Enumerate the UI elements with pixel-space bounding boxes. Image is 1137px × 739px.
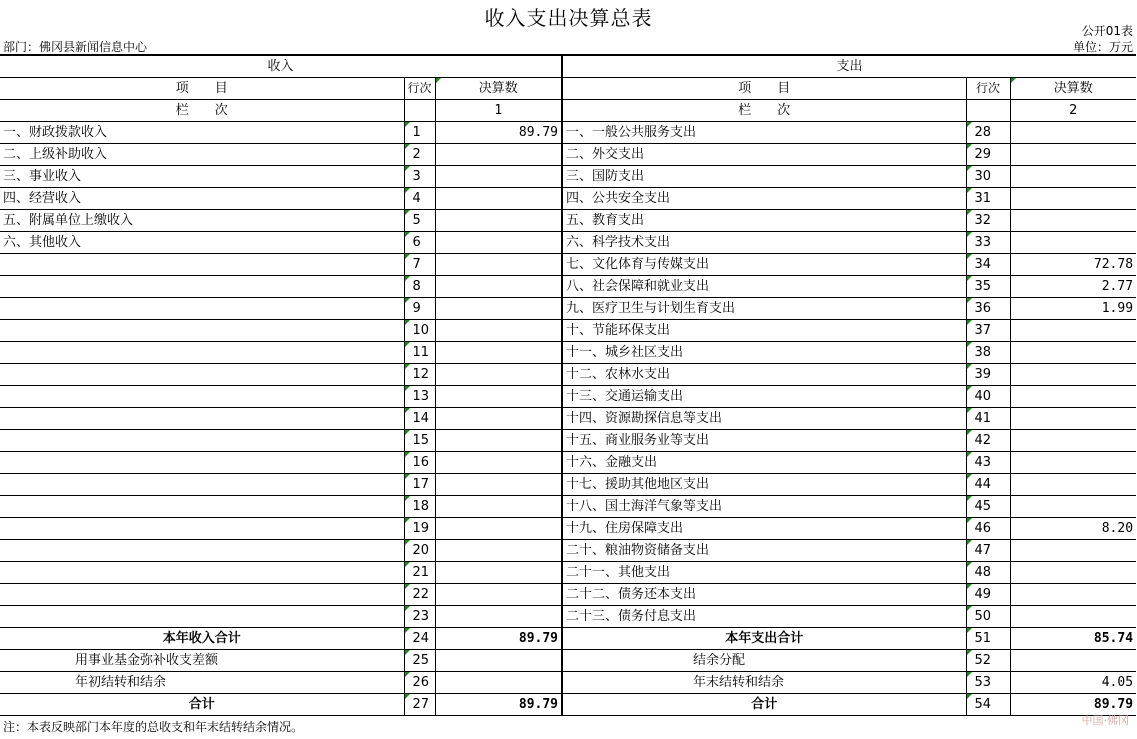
expense-item-label: 五、教育支出 (562, 210, 966, 232)
income-row-number: 22 (404, 584, 435, 606)
income-item-label (0, 518, 404, 540)
expense-amount (1010, 540, 1136, 562)
income-row-number: 2 (404, 144, 435, 166)
income-summary-label: 本年收入合计 (0, 628, 404, 650)
income-row-number: 7 (404, 254, 435, 276)
income-row-number: 4 (404, 188, 435, 210)
expense-item-label: 十二、农林水支出 (562, 364, 966, 386)
income-item-label (0, 342, 404, 364)
department-label: 部门：佛冈县新闻信息中心 (3, 40, 148, 54)
table-row (0, 584, 1136, 606)
table-row (0, 364, 1136, 386)
income-row-number: 6 (404, 232, 435, 254)
income-amount (435, 144, 562, 166)
income-amount (435, 496, 562, 518)
expense-item-label: 二十一、其他支出 (562, 562, 966, 584)
footnote: 注：本表反映部门本年度的总收支和年末结转结余情况。 (3, 720, 304, 734)
expense-amount (1010, 606, 1136, 628)
expense-column-blank (966, 100, 1010, 122)
expense-summary-amount (1010, 650, 1136, 672)
summary-row (0, 650, 1136, 672)
income-amount (435, 232, 562, 254)
income-item-label: 四、经营收入 (0, 188, 404, 210)
income-amount: 89.79 (435, 122, 562, 144)
column-index-row (0, 100, 1136, 122)
table-row (0, 166, 1136, 188)
income-summary-label: 用事业基金弥补收支差额 (0, 650, 404, 672)
income-amount (435, 298, 562, 320)
income-header: 收入 (0, 55, 562, 78)
expense-amount (1010, 122, 1136, 144)
expense-item-label: 十、节能环保支出 (562, 320, 966, 342)
expense-item-label: 一、一般公共服务支出 (562, 122, 966, 144)
income-item-label (0, 298, 404, 320)
table-row (0, 210, 1136, 232)
table-row (0, 342, 1136, 364)
income-amount (435, 342, 562, 364)
income-row-number: 9 (404, 298, 435, 320)
expense-row-number: 46 (966, 518, 1010, 540)
income-row-number: 20 (404, 540, 435, 562)
table-row (0, 430, 1136, 452)
expense-row-number: 50 (966, 606, 1010, 628)
expense-item-label: 十八、国土海洋气象等支出 (562, 496, 966, 518)
expense-item-label: 十一、城乡社区支出 (562, 342, 966, 364)
income-row-number: 18 (404, 496, 435, 518)
expense-item-header: 项 目 (562, 78, 966, 100)
income-amount (435, 452, 562, 474)
table-row (0, 452, 1136, 474)
income-summary-amount: 89.79 (435, 628, 562, 650)
income-amount (435, 364, 562, 386)
expense-item-label: 七、文化体育与传媒支出 (562, 254, 966, 276)
income-row-number: 26 (404, 672, 435, 694)
table-row (0, 518, 1136, 540)
income-summary-amount (435, 650, 562, 672)
table-code: 公开01表 (1081, 24, 1133, 38)
income-column-index: 1 (435, 100, 562, 122)
income-item-label (0, 430, 404, 452)
income-item-label: 五、附属单位上缴收入 (0, 210, 404, 232)
table-row (0, 386, 1136, 408)
income-row-number: 24 (404, 628, 435, 650)
income-row-number: 5 (404, 210, 435, 232)
expense-item-label: 十四、资源勘探信息等支出 (562, 408, 966, 430)
table-row (0, 122, 1136, 144)
expense-row-number: 36 (966, 298, 1010, 320)
income-summary-amount (435, 672, 562, 694)
expense-row-number: 35 (966, 276, 1010, 298)
expense-row-number: 30 (966, 166, 1010, 188)
income-amount (435, 320, 562, 342)
expense-summary-amount: 89.79 (1010, 694, 1136, 716)
table-row (0, 496, 1136, 518)
income-item-label (0, 562, 404, 584)
expense-amount: 1.99 (1010, 298, 1136, 320)
expense-item-label: 十九、住房保障支出 (562, 518, 966, 540)
income-item-label: 一、财政拨款收入 (0, 122, 404, 144)
expense-amount (1010, 584, 1136, 606)
expense-row-number: 49 (966, 584, 1010, 606)
income-row-number: 13 (404, 386, 435, 408)
income-amount (435, 474, 562, 496)
income-item-label (0, 540, 404, 562)
income-summary-label: 合计 (0, 694, 404, 716)
income-summary-amount: 89.79 (435, 694, 562, 716)
expense-row-number: 37 (966, 320, 1010, 342)
income-amount-header: 决算数 (435, 78, 562, 100)
income-row-number: 23 (404, 606, 435, 628)
expense-item-label: 十六、金融支出 (562, 452, 966, 474)
summary-row (0, 694, 1136, 716)
table-row (0, 298, 1136, 320)
expense-summary-label: 本年支出合计 (562, 628, 966, 650)
table-row (0, 540, 1136, 562)
expense-item-label: 四、公共安全支出 (562, 188, 966, 210)
expense-item-label: 二、外交支出 (562, 144, 966, 166)
expense-amount (1010, 562, 1136, 584)
income-item-label (0, 408, 404, 430)
income-item-label (0, 584, 404, 606)
page-title: 收入支出决算总表 (484, 6, 653, 30)
unit-label: 单位：万元 (1072, 40, 1133, 54)
section-header-row (0, 55, 1136, 78)
income-amount (435, 584, 562, 606)
expense-amount (1010, 496, 1136, 518)
expense-row-number: 43 (966, 452, 1010, 474)
income-amount (435, 430, 562, 452)
expense-item-label: 十五、商业服务业等支出 (562, 430, 966, 452)
expense-item-label: 六、科学技术支出 (562, 232, 966, 254)
expense-row-number: 52 (966, 650, 1010, 672)
expense-item-label: 三、国防支出 (562, 166, 966, 188)
expense-row-number: 33 (966, 232, 1010, 254)
expense-summary-label: 合计 (562, 694, 966, 716)
expense-row-number: 28 (966, 122, 1010, 144)
income-row-number: 10 (404, 320, 435, 342)
expense-item-label: 二十、粮油物资储备支出 (562, 540, 966, 562)
income-row-number: 14 (404, 408, 435, 430)
income-row-number: 27 (404, 694, 435, 716)
expense-row-number: 47 (966, 540, 1010, 562)
expense-column-label: 栏 次 (562, 100, 966, 122)
income-item-label (0, 276, 404, 298)
expense-amount: 2.77 (1010, 276, 1136, 298)
table-row (0, 562, 1136, 584)
expense-item-label: 八、社会保障和就业支出 (562, 276, 966, 298)
expense-amount-header: 决算数 (1010, 78, 1136, 100)
expense-row-number: 51 (966, 628, 1010, 650)
income-row-number: 16 (404, 452, 435, 474)
income-expense-table (0, 54, 1136, 716)
income-row-number: 25 (404, 650, 435, 672)
income-row-number: 8 (404, 276, 435, 298)
summary-row (0, 628, 1136, 650)
expense-amount (1010, 474, 1136, 496)
expense-row-number: 44 (966, 474, 1010, 496)
income-item-label (0, 452, 404, 474)
income-item-label (0, 320, 404, 342)
expense-item-label: 二十三、债务付息支出 (562, 606, 966, 628)
expense-header: 支出 (562, 55, 1136, 78)
expense-amount (1010, 210, 1136, 232)
income-amount (435, 518, 562, 540)
expense-summary-amount: 85.74 (1010, 628, 1136, 650)
expense-amount (1010, 320, 1136, 342)
table-row (0, 408, 1136, 430)
expense-row-number: 31 (966, 188, 1010, 210)
expense-row-number: 53 (966, 672, 1010, 694)
income-amount (435, 386, 562, 408)
income-row-number: 3 (404, 166, 435, 188)
expense-amount: 72.78 (1010, 254, 1136, 276)
expense-row-number: 32 (966, 210, 1010, 232)
expense-column-index: 2 (1010, 100, 1136, 122)
income-summary-label: 年初结转和结余 (0, 672, 404, 694)
expense-amount (1010, 188, 1136, 210)
table-row (0, 276, 1136, 298)
table-row (0, 144, 1136, 166)
expense-row-number: 41 (966, 408, 1010, 430)
expense-row-number: 38 (966, 342, 1010, 364)
expense-item-label: 十七、援助其他地区支出 (562, 474, 966, 496)
income-item-label (0, 474, 404, 496)
expense-summary-amount: 4.05 (1010, 672, 1136, 694)
income-item-label: 三、事业收入 (0, 166, 404, 188)
income-column-label: 栏 次 (0, 100, 404, 122)
income-item-label (0, 386, 404, 408)
expense-row-number: 45 (966, 496, 1010, 518)
income-row-number: 21 (404, 562, 435, 584)
expense-item-label: 九、医疗卫生与计划生育支出 (562, 298, 966, 320)
income-item-label (0, 364, 404, 386)
income-item-label (0, 606, 404, 628)
income-amount (435, 276, 562, 298)
expense-amount (1010, 232, 1136, 254)
expense-amount (1010, 342, 1136, 364)
income-item-label (0, 254, 404, 276)
income-amount (435, 188, 562, 210)
income-item-label: 二、上级补助收入 (0, 144, 404, 166)
income-amount (435, 210, 562, 232)
income-amount (435, 562, 562, 584)
expense-row-number: 42 (966, 430, 1010, 452)
expense-row-number: 54 (966, 694, 1010, 716)
expense-amount (1010, 144, 1136, 166)
income-amount (435, 166, 562, 188)
table-row (0, 474, 1136, 496)
income-amount (435, 408, 562, 430)
expense-amount (1010, 386, 1136, 408)
expense-row-number: 34 (966, 254, 1010, 276)
expense-item-label: 十三、交通运输支出 (562, 386, 966, 408)
expense-amount (1010, 430, 1136, 452)
income-amount (435, 606, 562, 628)
expense-row-number: 29 (966, 144, 1010, 166)
expense-rowno-header: 行次 (966, 78, 1010, 100)
income-row-number: 12 (404, 364, 435, 386)
income-column-blank (404, 100, 435, 122)
expense-row-number: 48 (966, 562, 1010, 584)
watermark-logo: 中国·佛冈 (1081, 714, 1129, 727)
expense-amount (1010, 452, 1136, 474)
table-row (0, 188, 1136, 210)
expense-amount (1010, 408, 1136, 430)
income-amount (435, 254, 562, 276)
expense-amount (1010, 166, 1136, 188)
income-rowno-header: 行次 (404, 78, 435, 100)
income-amount (435, 540, 562, 562)
table-row (0, 320, 1136, 342)
expense-summary-label: 结余分配 (562, 650, 966, 672)
expense-item-label: 二十二、债务还本支出 (562, 584, 966, 606)
income-row-number: 17 (404, 474, 435, 496)
income-row-number: 19 (404, 518, 435, 540)
table-row (0, 232, 1136, 254)
income-item-label: 六、其他收入 (0, 232, 404, 254)
expense-row-number: 39 (966, 364, 1010, 386)
income-item-header: 项 目 (0, 78, 404, 100)
table-row (0, 254, 1136, 276)
income-row-number: 11 (404, 342, 435, 364)
expense-amount: 8.20 (1010, 518, 1136, 540)
expense-amount (1010, 364, 1136, 386)
expense-summary-label: 年末结转和结余 (562, 672, 966, 694)
column-header-row (0, 78, 1136, 100)
income-row-number: 15 (404, 430, 435, 452)
expense-row-number: 40 (966, 386, 1010, 408)
summary-row (0, 672, 1136, 694)
income-row-number: 1 (404, 122, 435, 144)
income-item-label (0, 496, 404, 518)
table-row (0, 606, 1136, 628)
